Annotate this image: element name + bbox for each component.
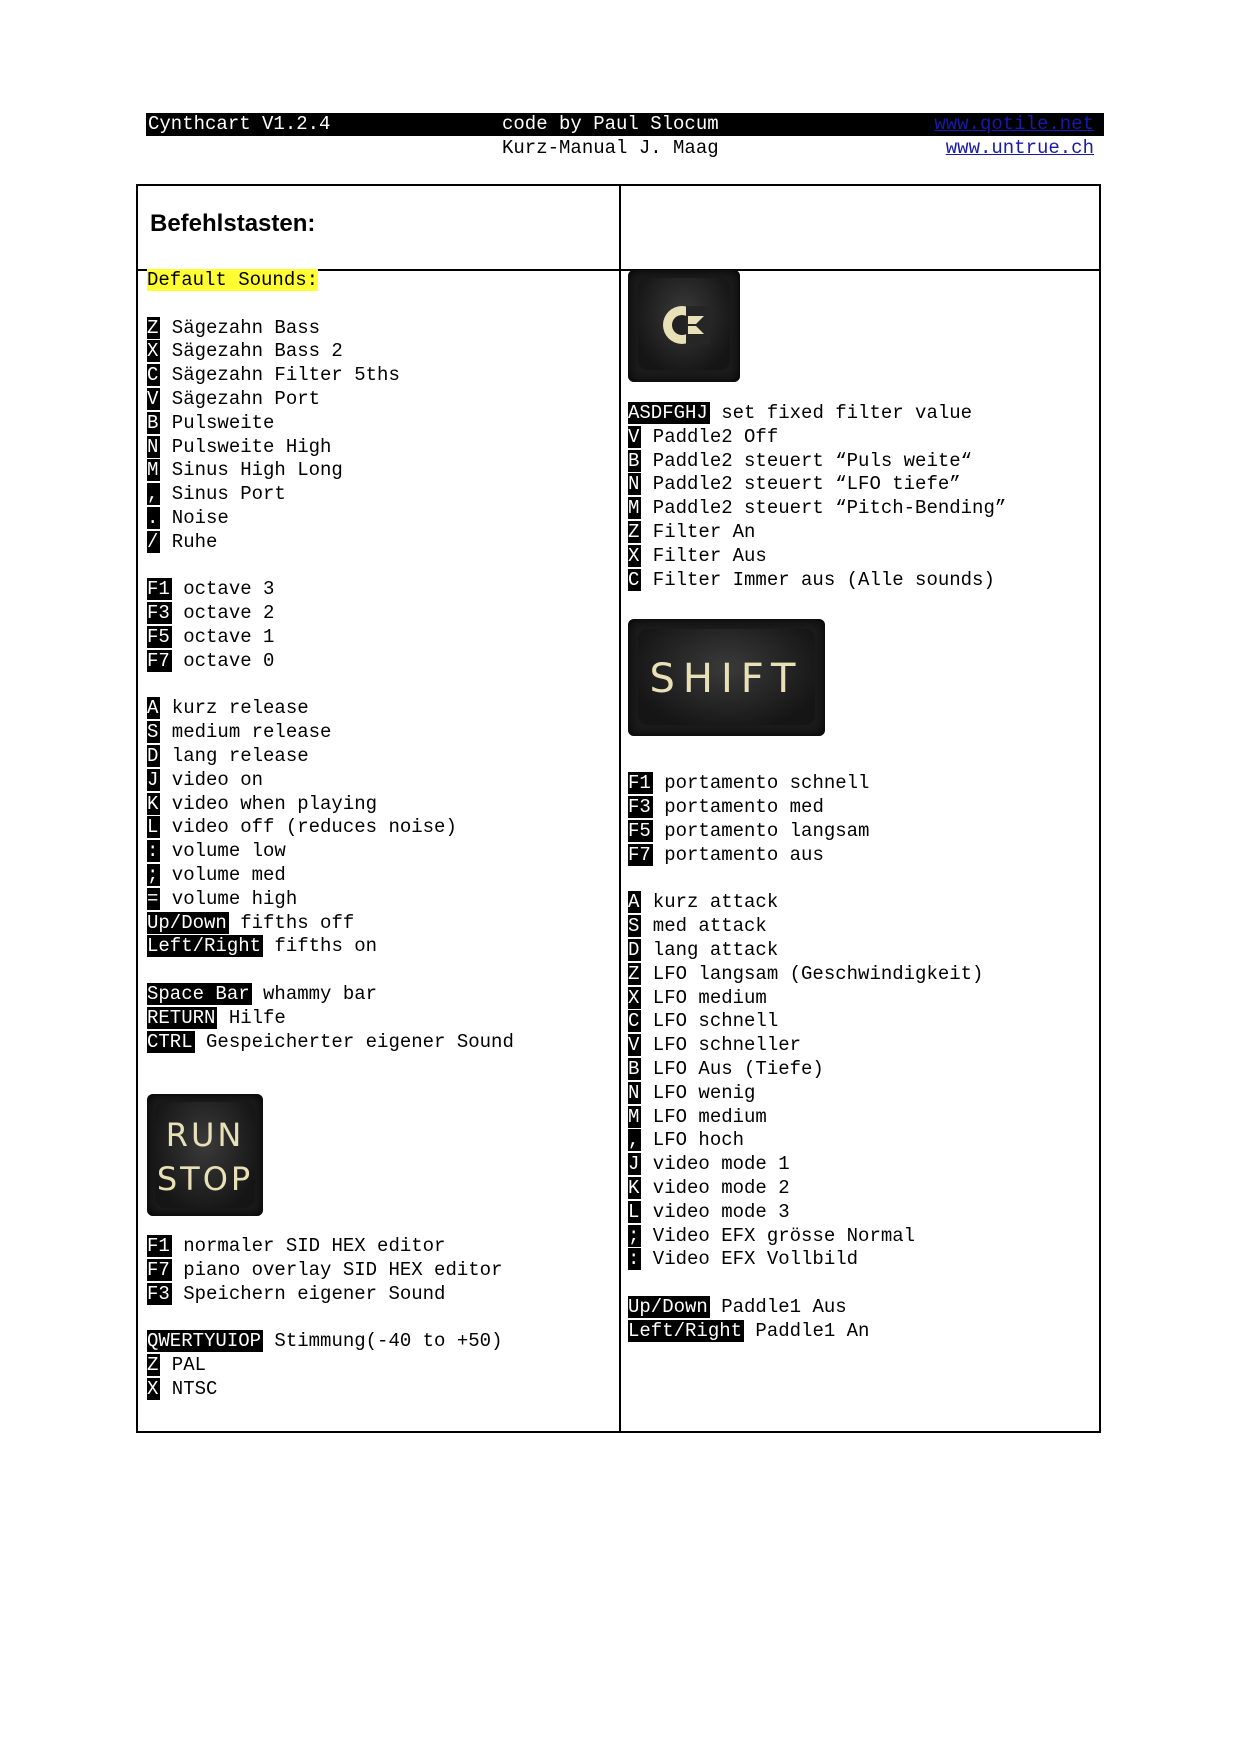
key-label: B xyxy=(628,449,640,472)
key-label: Up/Down xyxy=(147,911,227,934)
command-line xyxy=(147,1235,514,1259)
key-description: portamento med xyxy=(652,796,824,819)
command-line xyxy=(147,459,514,483)
command-line xyxy=(147,650,514,674)
command-line xyxy=(628,1153,1006,1177)
key-label: . xyxy=(147,506,159,529)
key-description: fifths off xyxy=(228,911,355,934)
command-line xyxy=(628,915,1006,939)
commodore-list xyxy=(628,402,1006,592)
key-label: N xyxy=(628,473,640,496)
command-line xyxy=(628,939,1006,963)
key-description: video mode 3 xyxy=(641,1200,790,1223)
key-label: F5 xyxy=(628,819,651,842)
right-column xyxy=(628,269,1006,1344)
key-label: S xyxy=(147,721,159,744)
doc-title: Cynthcart V1.2.4 xyxy=(148,113,331,135)
key-description: octave 2 xyxy=(171,602,275,625)
key-description: Sägezahn Filter 5ths xyxy=(160,364,400,387)
key-description: Paddle2 steuert “Puls weite“ xyxy=(641,449,973,472)
left-column xyxy=(147,269,514,1402)
key-description: Noise xyxy=(160,506,229,529)
key-label: X xyxy=(628,986,640,1009)
key-description: Stimmung(-40 to +50) xyxy=(263,1330,503,1353)
command-line xyxy=(628,426,1006,450)
key-label: Left/Right xyxy=(628,1319,743,1342)
key-label: M xyxy=(147,459,159,482)
key-label: D xyxy=(628,938,640,961)
command-line xyxy=(628,545,1006,569)
key-description: video off (reduces noise) xyxy=(160,816,457,839)
key-description: Sinus Port xyxy=(160,483,286,506)
key-description: whammy bar xyxy=(251,982,378,1005)
key-description: Paddle2 steuert “LFO tiefe” xyxy=(641,473,961,496)
link-qotile[interactable]: www.qotile.net xyxy=(934,113,1094,135)
command-line xyxy=(147,317,514,341)
link-untrue[interactable]: www.untrue.ch xyxy=(945,137,1094,159)
key-description: LFO schneller xyxy=(641,1034,802,1057)
command-line xyxy=(628,1296,1006,1320)
key-label: V xyxy=(628,1034,640,1057)
command-line xyxy=(147,1007,514,1031)
command-line xyxy=(147,340,514,364)
command-line xyxy=(628,891,1006,915)
key-label: X xyxy=(147,340,159,363)
tuning-list xyxy=(147,1330,514,1401)
command-line xyxy=(147,697,514,721)
key-description: Gespeicherter eigener Sound xyxy=(194,1030,514,1053)
key-label: K xyxy=(628,1176,640,1199)
command-line xyxy=(147,840,514,864)
key-label: C xyxy=(147,364,159,387)
command-line xyxy=(628,1129,1006,1153)
command-line xyxy=(147,745,514,769)
command-line xyxy=(147,602,514,626)
key-label: K xyxy=(147,792,159,815)
key-label: Z xyxy=(147,1354,159,1377)
key-label: Z xyxy=(628,962,640,985)
shift-key-label: SHIFT xyxy=(649,656,804,702)
key-description: Ruhe xyxy=(160,530,218,553)
key-label: ; xyxy=(628,1224,640,1247)
key-label: = xyxy=(147,887,159,910)
key-label: A xyxy=(628,891,640,914)
key-description: video when playing xyxy=(160,792,378,815)
key-label: F7 xyxy=(147,1259,170,1282)
command-line xyxy=(628,1320,1006,1344)
key-description: medium release xyxy=(160,721,332,744)
command-line xyxy=(147,531,514,555)
key-label: Z xyxy=(147,316,159,339)
key-description: Paddle1 Aus xyxy=(709,1295,847,1318)
key-label: B xyxy=(628,1057,640,1080)
key-label: F7 xyxy=(628,843,651,866)
command-line xyxy=(628,1010,1006,1034)
key-label: M xyxy=(628,1105,640,1128)
key-label: ; xyxy=(147,863,159,886)
command-line xyxy=(147,1283,514,1307)
key-description: LFO wenig xyxy=(641,1081,756,1104)
command-line xyxy=(628,1248,1006,1272)
command-line xyxy=(147,1031,514,1055)
commodore-logo-icon xyxy=(638,278,730,370)
key-label: Z xyxy=(628,520,640,543)
header-subline xyxy=(146,137,1104,160)
command-line xyxy=(628,1082,1006,1106)
command-line xyxy=(628,497,1006,521)
key-label: RETURN xyxy=(147,1006,216,1029)
key-description: Pulsweite xyxy=(160,411,275,434)
command-line xyxy=(628,1034,1006,1058)
command-line xyxy=(147,436,514,460)
command-line xyxy=(147,388,514,412)
settings-list xyxy=(147,697,514,959)
key-label: Left/Right xyxy=(147,935,262,958)
key-label: S xyxy=(628,915,640,938)
command-line xyxy=(147,888,514,912)
key-label: F3 xyxy=(147,602,170,625)
key-description: volume low xyxy=(160,840,286,863)
key-description: Filter An xyxy=(641,520,756,543)
key-description: Video EFX Vollbild xyxy=(641,1248,859,1271)
octaves-list xyxy=(147,578,514,673)
key-description: Video EFX grösse Normal xyxy=(641,1224,916,1247)
key-description: octave 0 xyxy=(171,649,275,672)
command-line xyxy=(147,364,514,388)
key-label: F3 xyxy=(147,1282,170,1305)
stop-key-label: STOP xyxy=(156,1160,254,1198)
manual-credit: Kurz-Manual J. Maag xyxy=(502,137,719,159)
key-label: N xyxy=(628,1081,640,1104)
key-description: Paddle2 Off xyxy=(641,425,779,448)
command-line xyxy=(147,1330,514,1354)
key-label: : xyxy=(147,840,159,863)
key-description: PAL xyxy=(160,1354,207,1377)
key-description: kurz attack xyxy=(641,891,779,914)
key-label: M xyxy=(628,497,640,520)
command-line xyxy=(147,935,514,959)
key-label: F7 xyxy=(147,649,170,672)
command-line xyxy=(147,483,514,507)
key-label: / xyxy=(147,530,159,553)
command-line xyxy=(628,772,1006,796)
command-line xyxy=(628,1106,1006,1130)
command-line xyxy=(147,769,514,793)
paddle-list xyxy=(628,1296,1006,1344)
key-label: CTRL xyxy=(147,1030,193,1053)
key-label: V xyxy=(628,425,640,448)
command-line xyxy=(147,507,514,531)
key-label: , xyxy=(147,483,159,506)
key-description: LFO langsam (Geschwindigkeit) xyxy=(641,962,984,985)
key-description: kurz release xyxy=(160,697,309,720)
key-description: Filter Immer aus (Alle sounds) xyxy=(641,568,995,591)
table-heading: Befehlstasten: xyxy=(150,210,316,237)
shift-key-icon xyxy=(628,619,825,736)
key-description: portamento langsam xyxy=(652,819,870,842)
run-key-label: RUN xyxy=(165,1116,245,1154)
key-label: F1 xyxy=(628,772,651,795)
header-bar xyxy=(146,113,1104,136)
portamento-list xyxy=(628,772,1006,867)
command-line xyxy=(628,820,1006,844)
command-line xyxy=(147,1378,514,1402)
command-line xyxy=(628,1058,1006,1082)
command-line xyxy=(628,521,1006,545)
key-label: X xyxy=(628,544,640,567)
key-label: J xyxy=(628,1153,640,1176)
key-description: fifths on xyxy=(263,935,378,958)
key-label: C xyxy=(628,568,640,591)
command-line xyxy=(628,402,1006,426)
key-description: portamento aus xyxy=(652,843,824,866)
key-description: LFO hoch xyxy=(641,1129,745,1152)
key-label: F3 xyxy=(628,796,651,819)
command-line xyxy=(628,450,1006,474)
key-label: F1 xyxy=(147,1235,170,1258)
key-label: : xyxy=(628,1248,640,1271)
key-description: LFO medium xyxy=(641,1105,767,1128)
key-description: piano overlay SID HEX editor xyxy=(171,1259,503,1282)
command-line xyxy=(147,721,514,745)
key-description: video mode 2 xyxy=(641,1176,790,1199)
key-description: Pulsweite High xyxy=(160,435,332,458)
run-stop-key-icon xyxy=(147,1094,263,1216)
key-description: Speichern eigener Sound xyxy=(171,1282,446,1305)
command-line xyxy=(147,626,514,650)
key-description: Sägezahn Bass 2 xyxy=(160,340,343,363)
key-description: med attack xyxy=(641,915,767,938)
key-description: Paddle1 An xyxy=(744,1319,870,1342)
key-label: L xyxy=(147,816,159,839)
command-line xyxy=(628,844,1006,868)
sounds-list xyxy=(147,317,514,555)
command-line xyxy=(147,1259,514,1283)
key-label: J xyxy=(147,768,159,791)
key-description: portamento schnell xyxy=(652,772,870,795)
key-label: B xyxy=(147,411,159,434)
misc-list xyxy=(147,983,514,1054)
default-sounds-label: Default Sounds: xyxy=(147,269,319,291)
command-line xyxy=(147,912,514,936)
key-label: Up/Down xyxy=(628,1295,708,1318)
key-label: ASDFGHJ xyxy=(628,402,708,424)
key-description: LFO schnell xyxy=(641,1010,779,1033)
command-line xyxy=(147,816,514,840)
column-divider xyxy=(619,186,621,1431)
key-description: Sägezahn Port xyxy=(160,387,321,410)
key-description: Sinus High Long xyxy=(160,459,343,482)
key-description: Filter Aus xyxy=(641,544,767,567)
command-line xyxy=(628,473,1006,497)
command-line xyxy=(628,1225,1006,1249)
shift-list xyxy=(628,891,1006,1272)
command-line xyxy=(147,793,514,817)
command-line xyxy=(147,578,514,602)
author-credit: code by Paul Slocum xyxy=(502,113,719,135)
key-label: L xyxy=(628,1200,640,1223)
command-line xyxy=(628,963,1006,987)
commodore-key-icon xyxy=(628,270,740,382)
key-description: LFO Aus (Tiefe) xyxy=(641,1057,824,1080)
command-line xyxy=(628,1201,1006,1225)
command-line xyxy=(628,569,1006,593)
key-label: X xyxy=(147,1378,159,1401)
key-description: octave 1 xyxy=(171,625,275,648)
key-label: D xyxy=(147,744,159,767)
key-description: Sägezahn Bass xyxy=(160,316,321,339)
command-line xyxy=(147,1354,514,1378)
key-label: F5 xyxy=(147,625,170,648)
key-description: lang release xyxy=(160,744,309,767)
key-description: Paddle2 steuert “Pitch-Bending” xyxy=(641,497,1007,520)
key-label: Space Bar xyxy=(147,982,250,1005)
key-label: , xyxy=(628,1129,640,1152)
key-description: octave 3 xyxy=(171,578,275,601)
key-label: C xyxy=(628,1010,640,1033)
key-description: NTSC xyxy=(160,1378,218,1401)
key-description: LFO medium xyxy=(641,986,767,1009)
command-line xyxy=(628,796,1006,820)
key-description: video on xyxy=(160,768,264,791)
key-label: V xyxy=(147,387,159,410)
key-label: N xyxy=(147,435,159,458)
command-line xyxy=(147,983,514,1007)
key-description: volume med xyxy=(160,863,286,886)
command-line xyxy=(147,412,514,436)
key-label: QWERTYUIOP xyxy=(147,1330,262,1353)
command-line xyxy=(628,987,1006,1011)
key-description: set fixed filter value xyxy=(709,402,973,424)
key-description: Hilfe xyxy=(217,1006,286,1029)
key-description: volume high xyxy=(160,887,298,910)
command-line xyxy=(147,864,514,888)
key-description: video mode 1 xyxy=(641,1153,790,1176)
runstop-list xyxy=(147,1235,514,1306)
key-description: lang attack xyxy=(641,938,779,961)
key-label: F1 xyxy=(147,578,170,601)
command-line xyxy=(628,1177,1006,1201)
key-description: normaler SID HEX editor xyxy=(171,1235,446,1258)
key-label: A xyxy=(147,697,159,720)
